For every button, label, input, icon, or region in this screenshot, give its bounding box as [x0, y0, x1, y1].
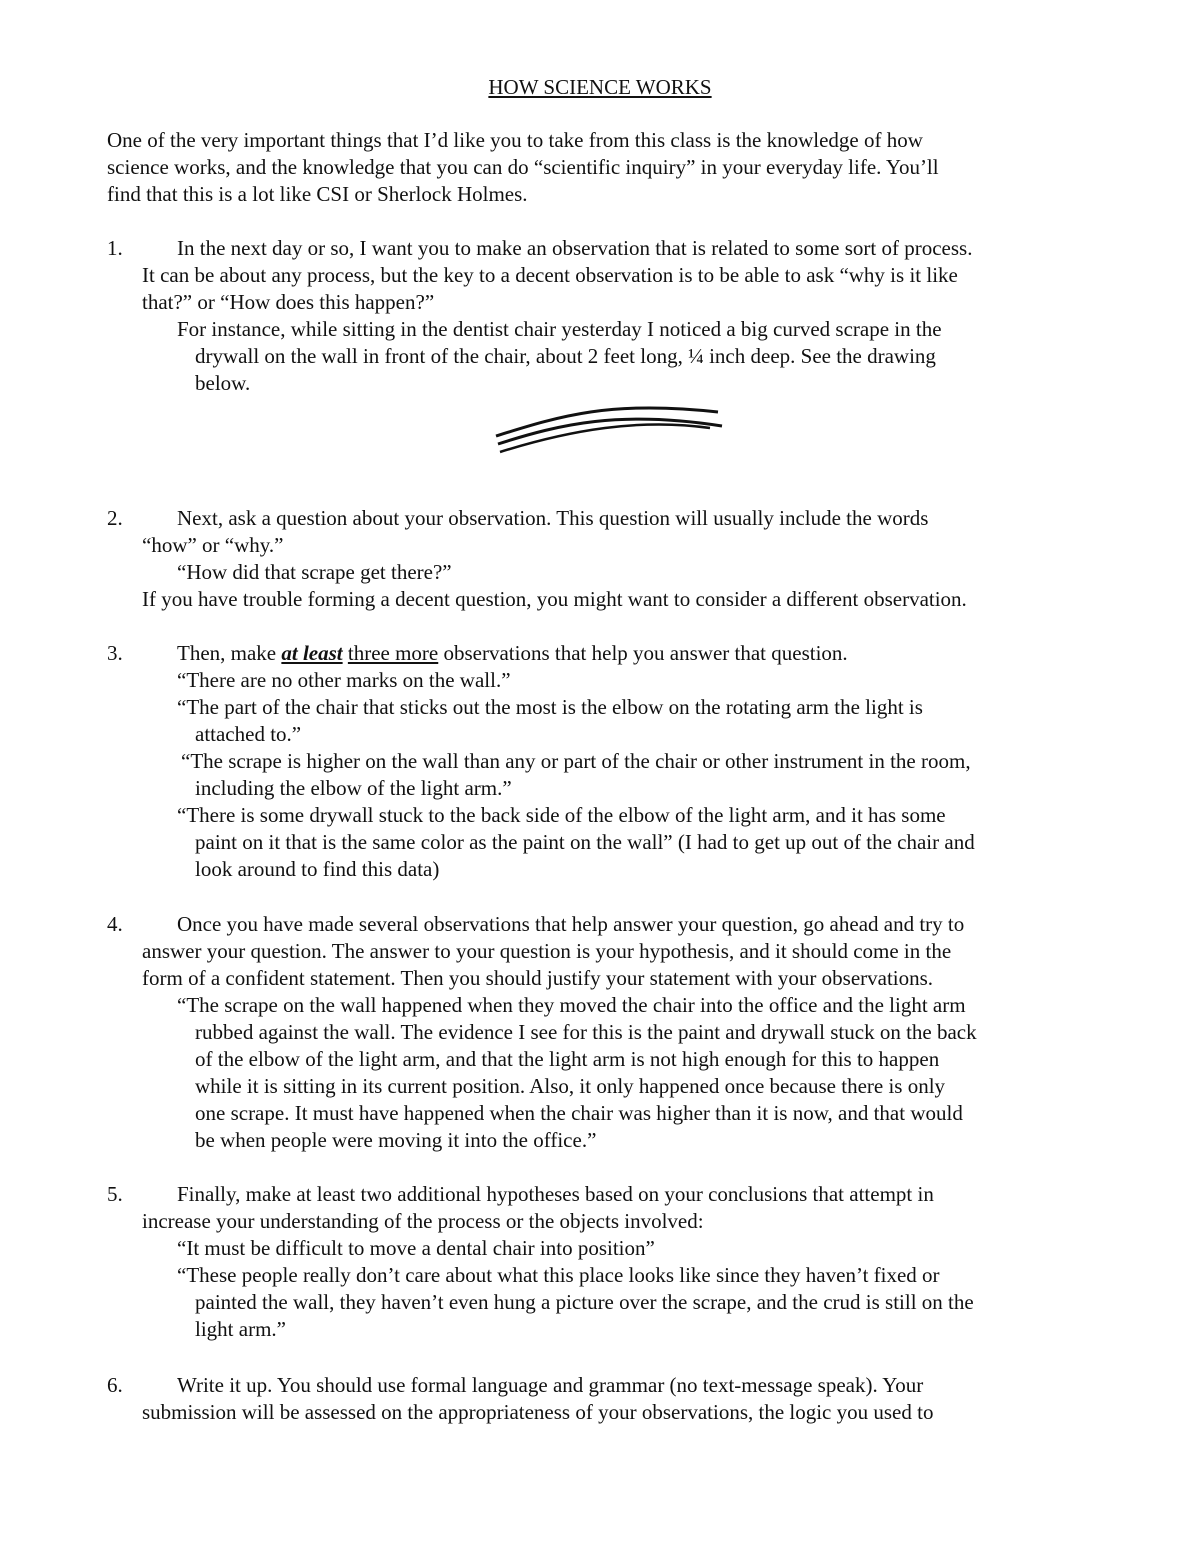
item-number: 5.	[107, 1182, 123, 1206]
example-line: light arm.”	[195, 1317, 286, 1341]
intro-line: One of the very important things that I’d like you to take from this class is the knowledge of how	[107, 128, 923, 152]
intro-line: find that this is a lot like CSI or Sherlock Holmes.	[107, 182, 528, 206]
example-line: below.	[195, 371, 251, 395]
document-title: HOW SCIENCE WORKS	[488, 75, 712, 99]
item-text: Then, make	[177, 641, 282, 665]
item-line: increase your understanding of the process or the objects involved:	[142, 1209, 704, 1233]
item-number: 1.	[107, 236, 123, 260]
item-line: If you have trouble forming a decent question, you might want to consider a different observation.	[142, 587, 967, 611]
item-line: Write it up. You should use formal language and grammar (no text-message speak). Your	[177, 1373, 924, 1397]
example-line: be when people were moving it into the office.”	[195, 1128, 597, 1152]
example-line: “The scrape on the wall happened when they moved the chair into the office and the light arm	[177, 993, 966, 1017]
item-line: It can be about any process, but the key to a decent observation is to be able to ask “why is it like	[142, 263, 958, 287]
example-line: attached to.”	[195, 722, 302, 746]
example-line: “There is some drywall stuck to the back side of the elbow of the light arm, and it has some	[177, 803, 946, 827]
example-line: of the elbow of the light arm, and that the light arm is not high enough for this to happen	[195, 1047, 940, 1071]
item-number: 3.	[107, 641, 123, 665]
example-line: “The scrape is higher on the wall than any or part of the chair or other instrument in the room,	[181, 749, 971, 773]
item-number: 4.	[107, 912, 123, 936]
example-line: painted the wall, they haven’t even hung a picture over the scrape, and the crud is still on the	[195, 1290, 974, 1314]
example-line: including the elbow of the light arm.”	[195, 776, 512, 800]
example-line: “There are no other marks on the wall.”	[177, 668, 511, 692]
example-line: “These people really don’t care about what this place looks like since they haven’t fixed or	[177, 1263, 940, 1287]
underlined-text: three more	[347, 641, 439, 665]
scrape-drawing	[490, 398, 730, 460]
example-line: one scrape. It must have happened when the chair was higher than it is now, and that would	[195, 1101, 963, 1125]
item-line: that?” or “How does this happen?”	[142, 290, 435, 314]
item-line: In the next day or so, I want you to make an observation that is related to some sort of process.	[177, 236, 973, 260]
item-line: form of a confident statement. Then you should justify your statement with your observations.	[142, 966, 934, 990]
example-line: while it is sitting in its current position. Also, it only happened once because there is only	[195, 1074, 946, 1098]
item-number: 6.	[107, 1373, 123, 1397]
item-text: observations that help you answer that question.	[438, 641, 848, 665]
example-line: For instance, while sitting in the dentist chair yesterday I noticed a big curved scrape in the	[177, 317, 942, 341]
example-line: paint on it that is the same color as the paint on the wall” (I had to get up out of the chair and	[195, 830, 975, 854]
item-line: answer your question. The answer to your question is your hypothesis, and it should come in the	[142, 939, 952, 963]
example-line: “How did that scrape get there?”	[177, 560, 452, 584]
example-line: “It must be difficult to move a dental chair into position”	[177, 1236, 655, 1260]
item-line: Once you have made several observations that help answer your question, go ahead and try to	[177, 912, 965, 936]
example-line: rubbed against the wall. The evidence I see for this is the paint and drywall stuck on the back	[195, 1020, 977, 1044]
item-line	[177, 640, 848, 667]
item-line: Finally, make at least two additional hypotheses based on your conclusions that attempt in	[177, 1182, 934, 1206]
example-line: look around to find this data)	[195, 857, 440, 881]
example-line: drywall on the wall in front of the chair, about 2 feet long, ¼ inch deep. See the drawing	[195, 344, 936, 368]
example-line: “The part of the chair that sticks out the most is the elbow on the rotating arm the light is	[177, 695, 923, 719]
item-number: 2.	[107, 506, 123, 530]
item-line: “how” or “why.”	[142, 533, 284, 557]
item-line: Next, ask a question about your observation. This question will usually include the words	[177, 506, 929, 530]
emphasis-text: at least	[281, 641, 343, 665]
item-line: submission will be assessed on the appropriateness of your observations, the logic you used to	[142, 1400, 934, 1424]
intro-line: science works, and the knowledge that you can do “scientific inquiry” in your everyday life. You’ll	[107, 155, 939, 179]
